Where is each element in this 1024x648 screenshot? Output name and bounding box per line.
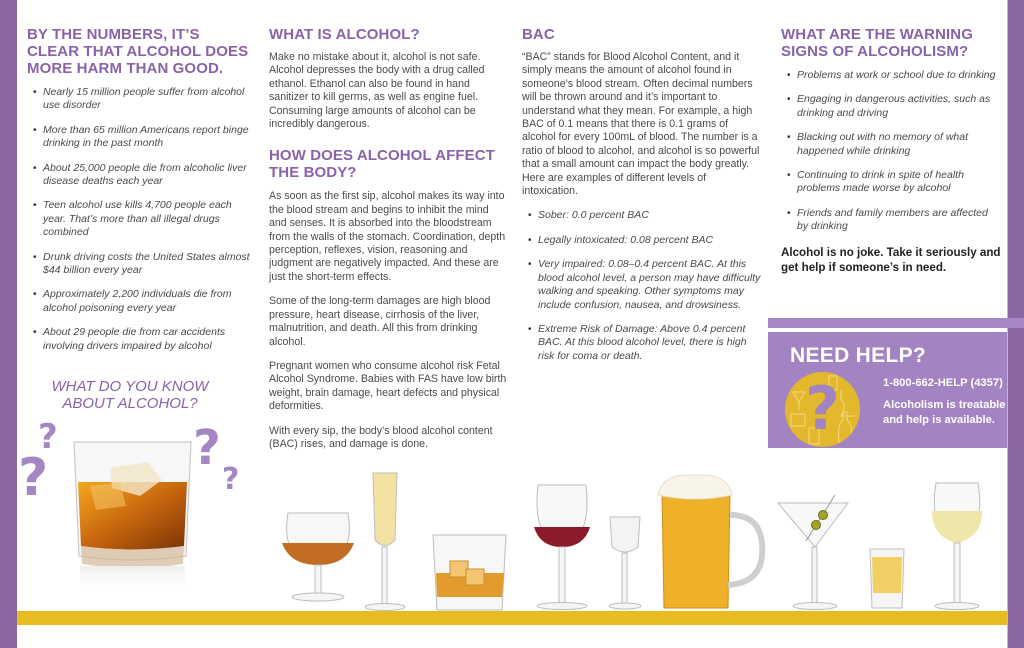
bac-description: “BAC” stands for Blood Alcohol Content, and it simply means the amount of alcohol found in someone’s blood stream. Often decimal numbers will be thrown around and it’s important to understand what they mean. For example, a high BAC of 0.1 means that there is 0.1 grams of alcohol for every 100mL of blood. The number is a ratio of blood to alcohol, and alcohol is so powerful that a small amount can impact the body greatly. Here are examples of different levels of intoxication.	[522, 51, 760, 198]
body-effects-text: Pregnant women who consume alcohol risk Fetal Alcohol Syndrome. Babies with FAS have low birth weight, brain damage, heart defects and physical deformities.	[269, 359, 507, 413]
stat-item: • Approximately 2,200 individuals die from alcohol poisoning every year	[33, 288, 252, 315]
bac-level-item: • Legally intoxicated: 0.08 percent BAC	[528, 234, 762, 247]
bac-levels-list	[528, 209, 762, 363]
warning-sign-item: • Continuing to drink in spite of health problems made worse by alcohol	[787, 169, 1001, 196]
body-effects-text: Some of the long-term damages are high blood pressure, heart disease, cirrhosis of the liver, malnutrition, and death. All this from drinking alcohol.	[269, 295, 491, 348]
what-is-alcohol-text: Make no mistake about it, alcohol is not safe. Alcohol depresses the body with a drug called ethanol. Ethanol can also be found in hand sanitizer to kill germs, as well as engine fuel. Consuming large amounts of alcohol can be incredibly dangerous.	[269, 51, 485, 131]
by-the-numbers-section	[27, 26, 252, 364]
bac-level-item: • Very impaired: 0.08–0.4 percent BAC. At this blood alcohol level, a person may have difficulty walking and speaking. Other symptoms may include confusion, nausea, and drowsiness.	[528, 258, 762, 312]
bac-section	[522, 26, 762, 374]
stat-item: • Nearly 15 million people suffer from alcohol use disorder	[33, 86, 252, 113]
body-effects-heading: HOW DOES ALCOHOL AFFECT THE BODY?	[269, 147, 495, 182]
help-circle-badge	[785, 372, 860, 447]
question-mark-icon: ?	[222, 462, 240, 497]
what-is-alcohol-section	[269, 26, 507, 462]
warning-signs-heading: WHAT ARE THE WARNING SIGNS OF ALCOHOLISM?	[781, 26, 973, 60]
need-help-box	[768, 332, 1007, 448]
bac-level-item: • Sober: 0.0 percent BAC	[528, 209, 762, 222]
what-is-alcohol-heading: WHAT IS ALCOHOL?	[269, 26, 420, 43]
quiz-heading: WHAT DO YOU KNOW ABOUT ALCOHOL?	[51, 378, 209, 412]
question-mark-icon: ?	[38, 417, 58, 457]
left-purple-border	[0, 0, 17, 648]
statistics-list	[33, 86, 252, 353]
beer-mug-icon	[662, 493, 730, 608]
vodka-glass-icon	[610, 517, 640, 552]
closing-message: Alcohol is no joke. Take it seriously and get help if someone’s in need.	[781, 245, 1001, 274]
help-top-strip	[768, 318, 1024, 328]
drinks-row-illustration	[270, 465, 1005, 615]
stat-item: • Teen alcohol use kills 4,700 people each year. That’s more than all illegal drugs combined	[33, 199, 252, 239]
help-available-note: Alcoholism is treatable and help is available.	[883, 399, 1006, 426]
stat-item: • About 29 people die from car accidents involving drivers impaired by alcohol	[33, 326, 252, 353]
stat-item: • Drunk driving costs the United States almost $44 billion every year	[33, 251, 252, 278]
whiskey-glass-illustration	[70, 436, 195, 596]
warning-sign-item: • Friends and family members are affected by drinking	[787, 207, 1001, 234]
by-the-numbers-heading: BY THE NUMBERS, IT’S CLEAR THAT ALCOHOL DOES MORE HARM THAN GOOD.	[27, 26, 249, 77]
question-mark-icon: ?	[805, 374, 840, 444]
stat-item: • About 25,000 people die from alcoholic liver disease deaths each year	[33, 162, 252, 189]
warning-signs-section	[781, 26, 1001, 275]
bac-level-item: • Extreme Risk of Damage: Above 0.4 percent BAC. At this blood alcohol level, there is high risk for coma or death.	[528, 323, 762, 363]
question-mark-icon: ?	[193, 420, 221, 476]
champagne-flute-icon	[373, 473, 397, 546]
yellow-shelf	[17, 611, 1007, 625]
body-effects-text: With every sip, the body’s blood alcohol content (BAC) rises, and damage is done.	[269, 424, 493, 450]
helpline-phone[interactable]: 1-800-662-HELP (4357)	[883, 377, 1003, 389]
bac-heading: BAC	[522, 26, 555, 43]
stat-item: • More than 65 million Americans report binge drinking in the past month	[33, 124, 252, 151]
warning-signs-list	[787, 69, 1001, 234]
body-effects-text: As soon as the first sip, alcohol makes its way into the blood stream and begins to inhibit the mind and senses. It is absorbed into the bloodstream from the walls of the stomach. Coordination, depth perception, reflexes, vision, reasoning and judgment are negatively impacted. And these are just the short-term effects.	[269, 190, 506, 283]
warning-sign-item: • Problems at work or school due to drinking	[787, 69, 1001, 82]
warning-sign-item: • Engaging in dangerous activities, such as drinking and driving	[787, 93, 1001, 120]
warning-sign-item: • Blacking out with no memory of what happened while drinking	[787, 131, 1001, 158]
question-mark-icon: ?	[18, 448, 49, 508]
need-help-title: NEED HELP?	[790, 344, 927, 367]
